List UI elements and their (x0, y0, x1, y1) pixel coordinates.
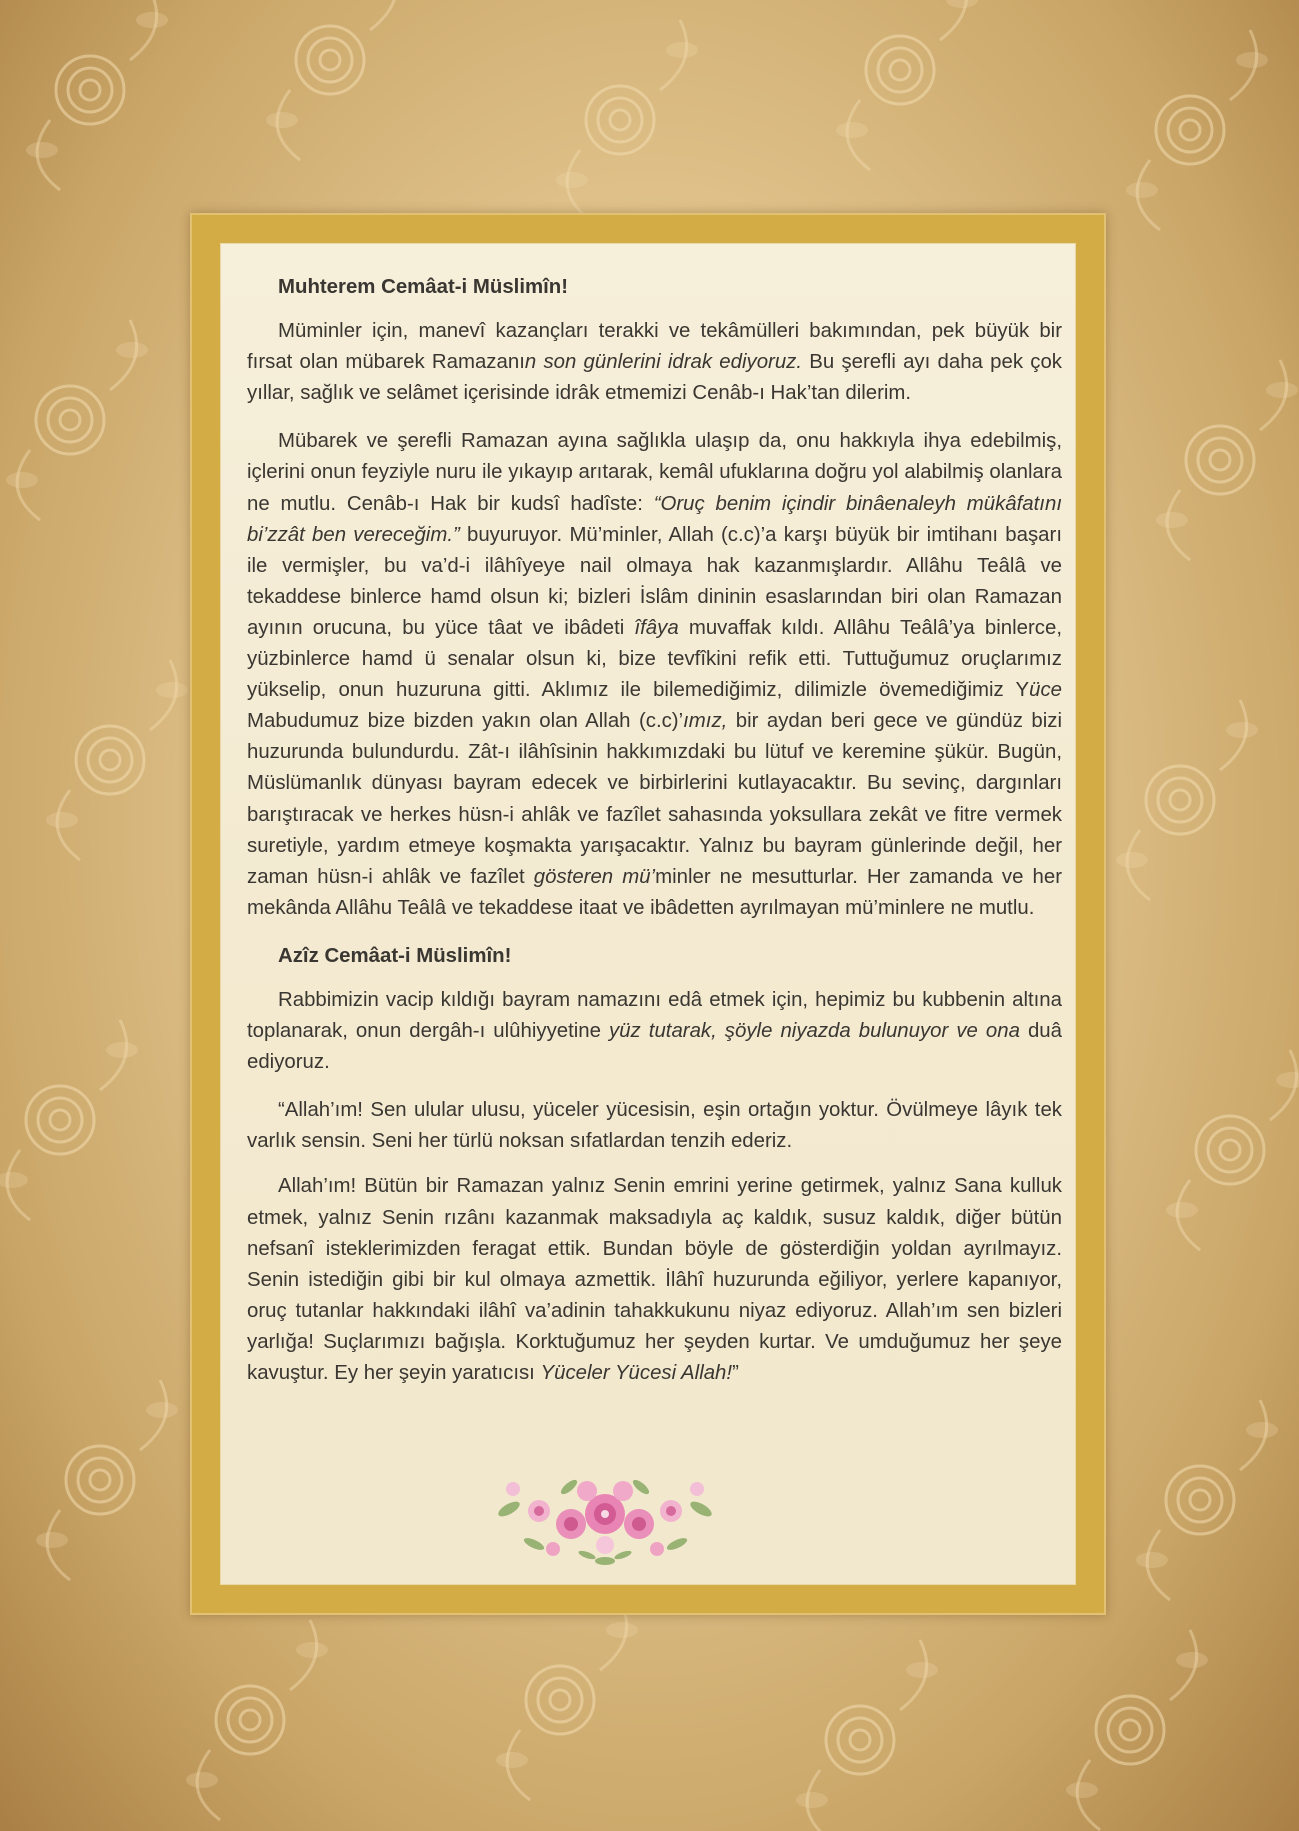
heading-aziz-cemaat: Azîz Cemâat-i Müslimîn! (278, 944, 512, 967)
flower-bouquet-ornament (489, 1469, 721, 1569)
paragraph-1: Müminler için, manevî kazançları terakki ve tekâmülleri bakımından, pek büyük bir fırsat olan mübarek Ramazanın son günlerini idrak ediyoruz. Bu şerefli ayı daha pek çok yıllar, sağlık ve selâmet içerisinde idrâk etmemizi Cenâb-ı Hak’tan dilerim. (247, 320, 1062, 405)
gold-frame (190, 213, 1106, 1615)
paragraph-4-prayer: “Allah’ım! Sen ulular ulusu, yüceler yücesisin, eşin ortağın yoktur. Övülmeye lâyık tek varlık sensin. Seni her türlü noksan sıfatlardan tenzih ederiz. (247, 1099, 1062, 1153)
paragraph-2: Mübarek ve şerefli Ramazan ayına sağlıkla ulaşıp da, onu hakkıyla ihya edebilmiş, içlerini onun feyziyle nuru ile yıkayıp arıtarak, kemâl ufuklarına doğru yol alabilmiş olanlara ne mutlu. Cenâb-ı Hak bir kudsî hadîste: “Oruç benim içindir binâenaleyh mükâfatını bi’zzât ben vereceğim.” buyuruyor. Mü’minler, Allah (c.c)’a karşı büyük bir imtihanı başarı ile vermişler, bu va’d-i ilâhîyeye nail olmaya hak kazanmışlardır. Allâhu Teâlâ ve tekaddese binlerce hamd olsun ki; bizleri İslâm dininin esaslarından biri olan Ramazan ayının orucuna, bu yüce tâat ve ibâdeti îfâya muvaffak kıldı. Allâhu Teâlâ’ya binlerce, yüzbinlerce hamd ü senalar olsun ki, bize tevfîkini refik etti. Tuttuğumuz oruçlarımız yükselip, onun huzuruna gitti. Aklımız ile bilemediğimiz, dilimizle övemediğimiz Yüce Mabudumuz bize bizden yakın olan Allah (c.c)’ımız, bir aydan beri gece ve gündüz bizi huzurunda bulundurdu. Zât-ı ilâhîsinin hakkımızdaki bu lütuf ve keremine şükür. Bugün, Müslümanlık dünyası bayram edecek ve birbirlerini kutlayacaktır. Bu sevinç, dargınları barıştıracak ve herkes hüsn-i ahlâk ve fazîlet sahasında yoksullara zekât ve fitre vermek suretiyle, yardım etmeye koşmakta yarışacaktır. Yalnız bu bayram günlerinde değil, her zaman hüsn-i ahlâk ve fazîlet gösteren mü’minler ne mesutturlar. Her zamanda ve her mekânda Allâhu Teâlâ ve tekaddese itaat ve ibâdetten ayrılmayan mü’minlere ne mutlu. (247, 430, 1063, 919)
paragraph-5-prayer: Allah’ım! Bütün bir Ramazan yalnız Senin emrini yerine getirmek, yalnız Sana kulluk etmek, yalnız Senin rızânı kazanmak maksadıyla aç kaldık, susuz kaldık, diğer bütün nefsanî isteklerimizden feragat ettik. Bundan böyle de gösterdiğin yoldan ayrılmayız. Senin istediğin gibi bir kul olmaya azmettik. İlâhî huzurunda eğiliyor, yerlere kapanıyor, oruç tutanlar hakkındaki ilâhî va’adinin tahakkukunu niyaz ediyoruz. Allah’ım sen bizleri yarlığa! Suçlarımızı bağışla. Korktuğumuz her şeyden kurtar. Ve umduğumuz her şeye kavuştur. Ey her şeyin yaratıcısı Yüceler Yücesi Allah!” (247, 1175, 1062, 1384)
sermon-text (247, 272, 1062, 1406)
text-panel (220, 243, 1076, 1585)
paragraph-3: Rabbimizin vacip kıldığı bayram namazını edâ etmek için, hepimiz bu kubbenin altına toplanarak, onun dergâh-ı ulûhiyyetine yüz tutarak, şöyle niyazda bulunuyor ve ona duâ ediyoruz. (247, 988, 1062, 1074)
heading-muhterem-cemaat: Muhterem Cemâat-i Müslimîn! (278, 276, 569, 298)
hadith-quote: “Oruç benim içindir binâenaleyh mükâfatını bi’zzât ben vereceğim.” (247, 492, 1062, 546)
